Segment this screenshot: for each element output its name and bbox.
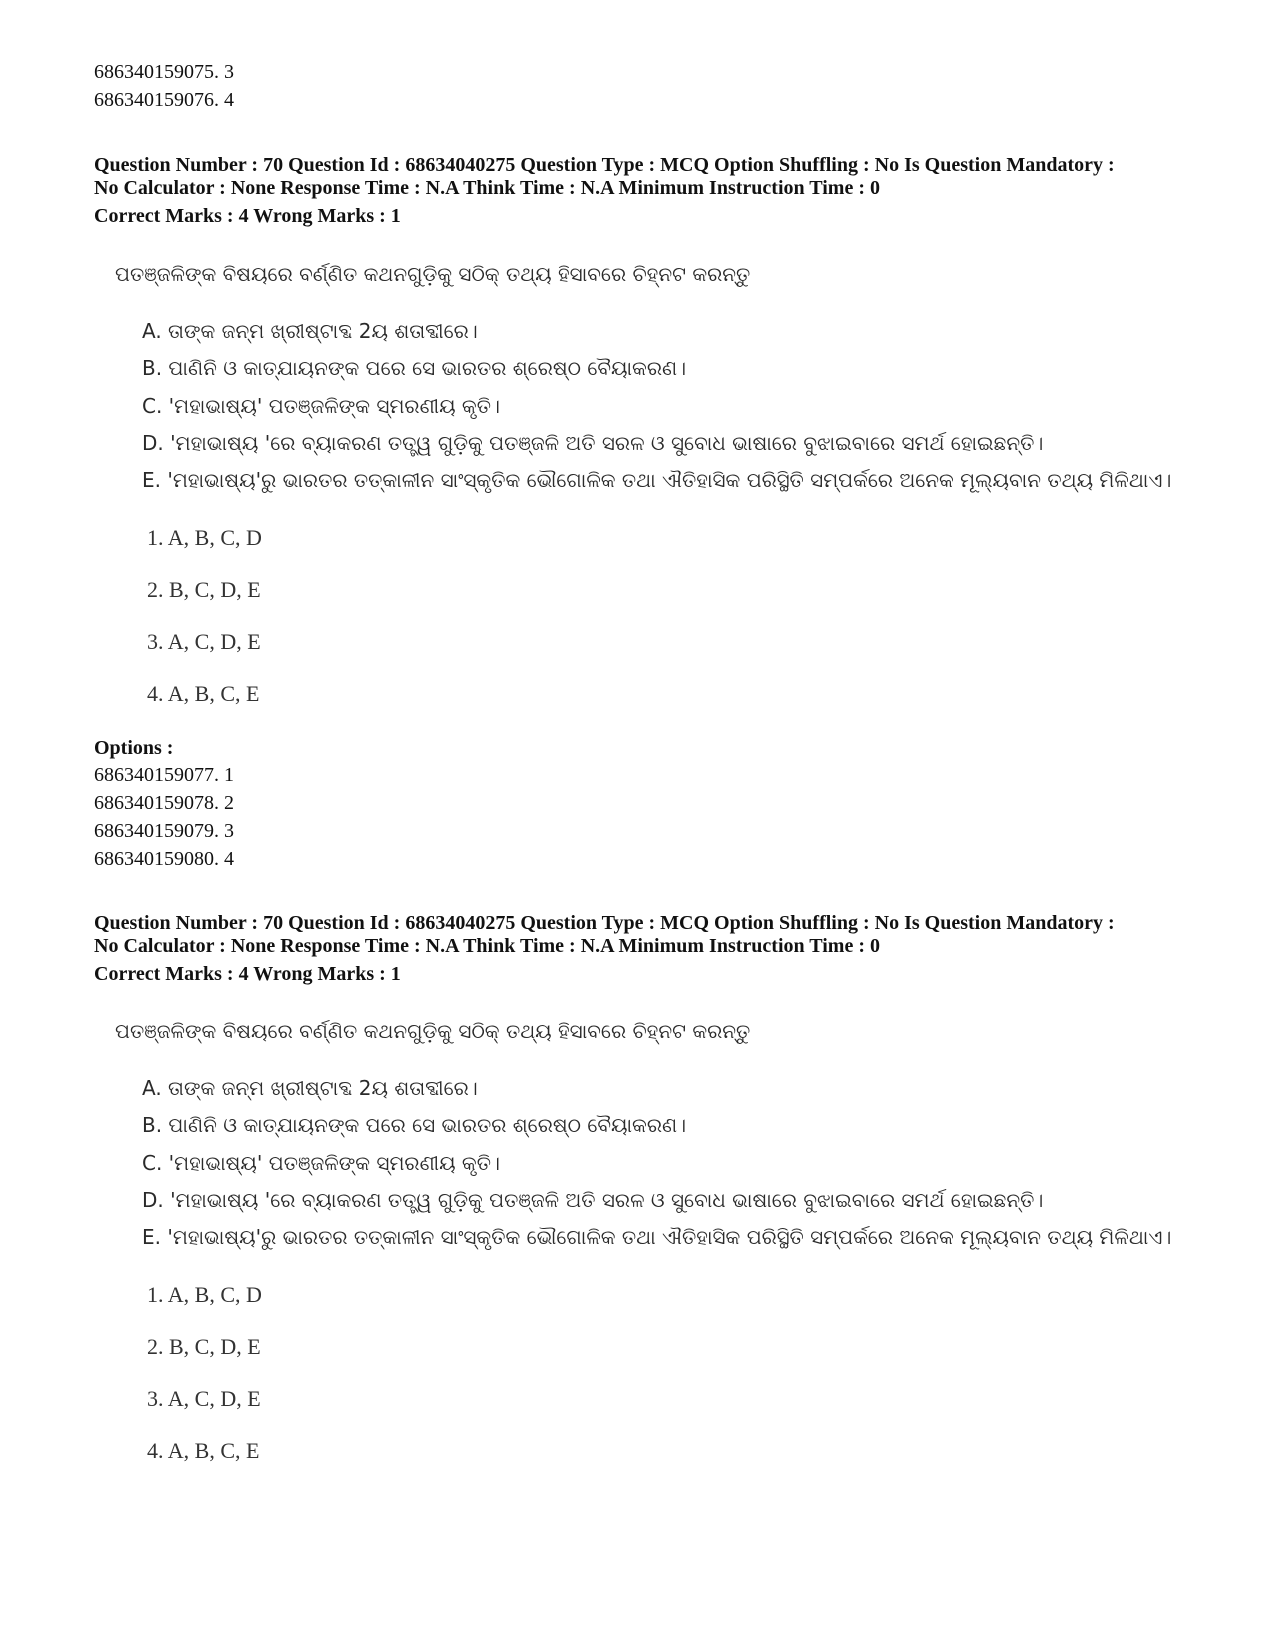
answer-choice-2: 2. B, C, D, E	[147, 577, 261, 602]
answer-choice-1: 1. A, B, C, D	[147, 525, 262, 550]
statement-b: B. ପାଣିନି ଓ କାତ୍ଯାୟନଙ୍କ ପରେ ସେ ଭାରତର ଶ୍ରେଷ୍ଠ ବୈୟାକରଣ।	[142, 356, 687, 380]
prev-option-line: 686340159076. 4	[94, 89, 234, 111]
question-marks: Correct Marks : 4 Wrong Marks : 1	[94, 205, 401, 227]
question-header-line2: No Calculator : None Response Time : N.A Think Time : N.A Minimum Instruction Time : 0	[94, 935, 880, 957]
option-id-line: 686340159078. 2	[94, 792, 234, 814]
options-heading: Options :	[94, 737, 174, 759]
question-marks: Correct Marks : 4 Wrong Marks : 1	[94, 963, 401, 985]
statement-d: D. 'ମହାଭାଷ୍ୟ 'ରେ ବ୍ୟାକରଣ ତତ୍ତ୍ୱ ଗୁଡ଼ିକୁ ପତଞ୍ଜଳି ଅତି ସରଳ ଓ ସୁବୋଧ ଭାଷାରେ ବୁଝାଇବାରେ ସମର୍ଥ ହୋଇଛନ୍ତି।	[142, 1188, 1044, 1212]
prev-option-line: 686340159075. 3	[94, 61, 234, 83]
option-id-line: 686340159079. 3	[94, 820, 234, 842]
statement-e: E. 'ମହାଭାଷ୍ୟ'ରୁ ଭାରତର ତତ୍କାଳୀନ ସାଂସ୍କୃତିକ ଭୌଗୋଳିକ ତଥା ଐତିହାସିକ ପରିସ୍ଥିତି ସମ୍ପର୍କରେ ଅନେକ ମୂଲ୍ୟବାନ ତଥ୍ୟ ମିଳିଥାଏ।	[142, 1225, 1172, 1249]
question-prompt: ପତଞ୍ଜଳିଙ୍କ ବିଷୟରେ ବର୍ଣ୍ଣିତ କଥନଗୁଡ଼ିକୁ ସଠିକ୍ ତଥ୍ୟ ହିସାବରେ ଚିହ୍ନଟ କରନ୍ତୁ	[115, 262, 751, 286]
statement-a: A. ତାଙ୍କ ଜନ୍ମ ଖ୍ରୀଷ୍ଟାବ୍ଦ 2ୟ ଶତାବ୍ଦୀରେ।	[142, 319, 478, 343]
statement-b: B. ପାଣିନି ଓ କାତ୍ଯାୟନଙ୍କ ପରେ ସେ ଭାରତର ଶ୍ରେଷ୍ଠ ବୈୟାକରଣ।	[142, 1113, 687, 1137]
option-id-line: 686340159077. 1	[94, 764, 234, 786]
answer-choice-4: 4. A, B, C, E	[147, 1438, 260, 1463]
answer-choice-3: 3. A, C, D, E	[147, 1386, 261, 1411]
statement-d: D. 'ମହାଭାଷ୍ୟ 'ରେ ବ୍ୟାକରଣ ତତ୍ତ୍ୱ ଗୁଡ଼ିକୁ ପତଞ୍ଜଳି ଅତି ସରଳ ଓ ସୁବୋଧ ଭାଷାରେ ବୁଝାଇବାରେ ସମର୍ଥ ହୋଇଛନ୍ତି।	[142, 431, 1044, 455]
statement-c: C. 'ମହାଭାଷ୍ୟ' ପତଞ୍ଜଳିଙ୍କ ସ୍ମରଣୀୟ କୃତି।	[142, 394, 500, 418]
answer-choice-1: 1. A, B, C, D	[147, 1282, 262, 1307]
question-header-line1: Question Number : 70 Question Id : 68634040275 Question Type : MCQ Option Shuffling : No Is Question Mandatory :	[94, 154, 1115, 176]
answer-choice-3: 3. A, C, D, E	[147, 629, 261, 654]
statement-c: C. 'ମହାଭାଷ୍ୟ' ପତଞ୍ଜଳିଙ୍କ ସ୍ମରଣୀୟ କୃତି।	[142, 1151, 500, 1175]
answer-choice-4: 4. A, B, C, E	[147, 681, 260, 706]
answer-choice-2: 2. B, C, D, E	[147, 1334, 261, 1359]
option-id-line: 686340159080. 4	[94, 848, 234, 870]
question-header-line1: Question Number : 70 Question Id : 68634040275 Question Type : MCQ Option Shuffling : No Is Question Mandatory :	[94, 912, 1115, 934]
question-header-line2: No Calculator : None Response Time : N.A Think Time : N.A Minimum Instruction Time : 0	[94, 177, 880, 199]
statement-e: E. 'ମହାଭାଷ୍ୟ'ରୁ ଭାରତର ତତ୍କାଳୀନ ସାଂସ୍କୃତିକ ଭୌଗୋଳିକ ତଥା ଐତିହାସିକ ପରିସ୍ଥିତି ସମ୍ପର୍କରେ ଅନେକ ମୂଲ୍ୟବାନ ତଥ୍ୟ ମିଳିଥାଏ।	[142, 468, 1172, 492]
statement-a: A. ତାଙ୍କ ଜନ୍ମ ଖ୍ରୀଷ୍ଟାବ୍ଦ 2ୟ ଶତାବ୍ଦୀରେ।	[142, 1076, 478, 1100]
question-prompt: ପତଞ୍ଜଳିଙ୍କ ବିଷୟରେ ବର୍ଣ୍ଣିତ କଥନଗୁଡ଼ିକୁ ସଠିକ୍ ତଥ୍ୟ ହିସାବରେ ଚିହ୍ନଟ କରନ୍ତୁ	[115, 1019, 751, 1043]
